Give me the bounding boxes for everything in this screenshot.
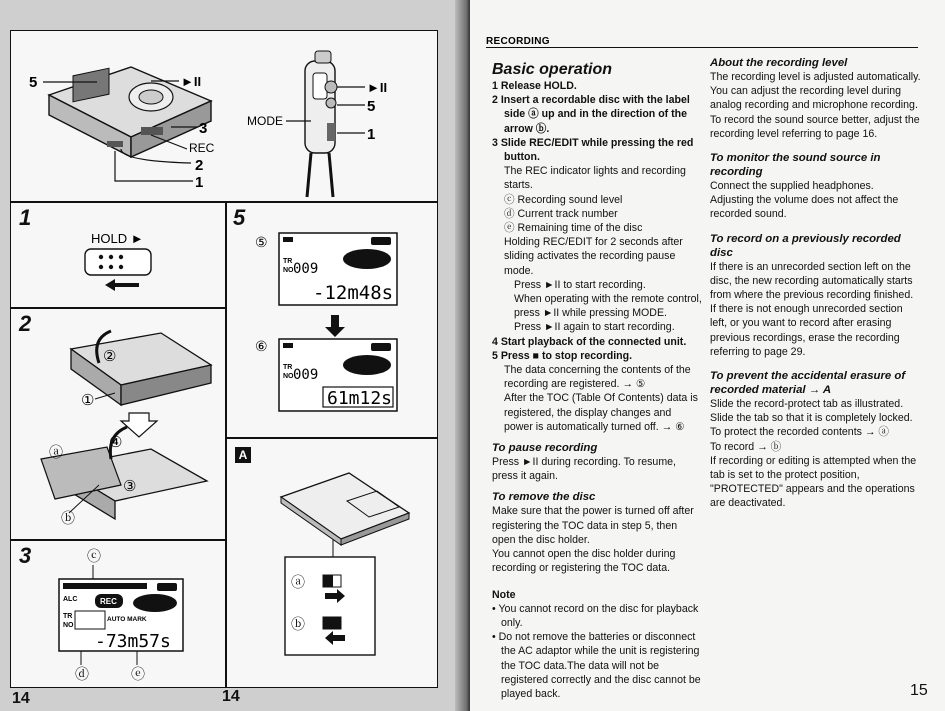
remote-control-drawing bbox=[305, 51, 337, 197]
panel-step-5 bbox=[226, 202, 438, 438]
device-overview-illustration bbox=[11, 31, 436, 199]
panel-5-number: 5 bbox=[233, 205, 246, 230]
remote-callout-5: 5 bbox=[367, 98, 376, 115]
prev-body-1: If there is an unrecorded section left on the disc, the new recording automatically starts from where the previous recording finished. bbox=[710, 260, 914, 302]
pause-body: Press ►II during recording. To resume, press it again. bbox=[492, 456, 676, 483]
panel-overview bbox=[10, 30, 438, 202]
step-2: 2 Insert a recordable disc with the label side ⓐ up and in the direction of the arrow ⓑ. bbox=[492, 94, 690, 135]
callout-b: ⓑ bbox=[61, 510, 75, 526]
remove-body-2: You cannot open the disc holder during recording or registering the TOC data. bbox=[492, 548, 676, 575]
mode-label: MODE bbox=[247, 114, 283, 128]
level-body-1: The recording level is adjusted automatically. bbox=[710, 71, 921, 83]
step-3-text-2: Holding REC/EDIT for 2 seconds after sliding activates the recording pause mode. bbox=[504, 236, 683, 277]
panel-1-number: 1 bbox=[19, 205, 32, 230]
tr-label: TR bbox=[63, 613, 73, 620]
track-number-2: 009 bbox=[293, 367, 319, 383]
prev-body-2: If there is not enough unrecorded section left, or you want to record after erasing previous recordings, erase the recording referring to page 29. bbox=[710, 303, 903, 358]
callout-5: 5 bbox=[29, 74, 38, 91]
spacer bbox=[492, 483, 702, 490]
section-rule bbox=[486, 47, 918, 48]
column-right bbox=[710, 56, 921, 511]
auto-mark-label: AUTO MARK bbox=[107, 616, 147, 623]
spacer bbox=[710, 141, 921, 151]
pause-title: To pause recording bbox=[492, 442, 598, 455]
callout-circle-1: ① bbox=[81, 392, 95, 409]
panel-step-1 bbox=[10, 202, 226, 308]
basic-operation-title: Basic operation bbox=[492, 61, 613, 78]
spacer bbox=[492, 576, 702, 588]
stop-display-illustration bbox=[227, 203, 435, 435]
callout-circle-2: ② bbox=[103, 348, 117, 365]
remove-body-1: Make sure that the power is turned off after registering the TOC data in step 5, then open the disc holder. bbox=[492, 505, 694, 546]
prev-title: To record on a previously recorded disc bbox=[710, 232, 901, 259]
callout-a: ⓐ bbox=[49, 444, 63, 460]
step-5: 5 Press ■ to stop recording. bbox=[492, 349, 633, 362]
panel-3-number: 3 bbox=[19, 543, 32, 568]
spacer bbox=[710, 222, 921, 232]
no-label-2: NO bbox=[283, 373, 294, 380]
note-1: • You cannot record on the disc for playback only. bbox=[492, 602, 699, 629]
time-readout-1: -12m48s bbox=[313, 282, 394, 304]
callout-circle-4: ④ bbox=[109, 434, 123, 451]
step-3-item-e: ⓔ Remaining time of the disc bbox=[504, 222, 643, 235]
rec-display-illustration bbox=[11, 541, 223, 685]
erase-body-2: Slide the tab so that it is completely locked. bbox=[710, 412, 913, 425]
level-title: About the recording level bbox=[710, 57, 848, 69]
tr-label-1: TR bbox=[283, 258, 293, 265]
callout-circle-3: ③ bbox=[123, 478, 137, 495]
callout-b-record: ⓑ bbox=[291, 616, 305, 632]
step-3: 3 Slide REC/EDIT while pressing the red button. bbox=[492, 136, 694, 164]
step-3-item-c: ⓒ Recording sound level bbox=[504, 193, 623, 206]
step-3-text-1: The REC indicator lights and recording starts. bbox=[504, 165, 686, 192]
erase-body-3: To protect the recorded contents → ⓐ bbox=[710, 426, 890, 439]
spacer bbox=[492, 434, 702, 441]
no-label: NO bbox=[63, 622, 74, 629]
step-1: 1 Release HOLD. bbox=[492, 80, 577, 92]
rec-indicator: REC bbox=[100, 597, 117, 606]
remaining-time: -73m57s bbox=[95, 631, 171, 652]
erase-body-5: If recording or editing is attempted when the tab is set to the protect position, "PROTECTED" appears and the operations are deactivated. bbox=[710, 454, 917, 510]
callout-c: ⓒ bbox=[87, 548, 101, 564]
left-page bbox=[0, 0, 470, 711]
step-3-text-4: When operating with the remote control, press ►II while pressing MODE. bbox=[514, 293, 702, 320]
panel-a-badge: A bbox=[235, 447, 251, 463]
callout-rec: REC bbox=[189, 141, 215, 155]
spacer bbox=[710, 359, 921, 369]
erase-title: To prevent the accidental erasure of recorded material → A bbox=[710, 370, 906, 397]
panel-step-2 bbox=[10, 308, 226, 540]
section-heading: RECORDING bbox=[486, 36, 550, 47]
callout-a-protect: ⓐ bbox=[291, 574, 305, 590]
step-3-text-5: Press ►II again to start recording. bbox=[514, 321, 675, 334]
monitor-title: To monitor the sound source in recording bbox=[710, 152, 881, 179]
time-readout-2: 61m12s bbox=[327, 388, 393, 409]
track-number-1: 009 bbox=[293, 261, 319, 277]
callout-e: ⓔ bbox=[131, 666, 145, 682]
remote-callout-play: ►II bbox=[367, 80, 388, 95]
callout-circle-5: ⑤ bbox=[255, 234, 268, 250]
remove-title: To remove the disc bbox=[492, 491, 596, 504]
step-5-text-1: The data concerning the contents of the recording are registered. → ⑤ bbox=[504, 364, 691, 391]
hold-switch-illustration bbox=[11, 203, 223, 305]
note-2: • Do not remove the batteries or disconnect the AC adaptor while the unit is registering the TOC data.The data will not be registered correctly and the disc cannot be played back. bbox=[492, 631, 701, 700]
callout-circle-6: ⑥ bbox=[255, 338, 268, 354]
alc-label: ALC bbox=[63, 596, 78, 603]
note-title: Note bbox=[492, 588, 516, 601]
tr-label-2: TR bbox=[283, 364, 293, 371]
record-protect-illustration bbox=[227, 439, 435, 685]
hold-label: HOLD ► bbox=[91, 231, 144, 246]
panel-2-number: 2 bbox=[19, 311, 32, 336]
callout-3: 3 bbox=[199, 120, 208, 137]
callout-d: ⓓ bbox=[75, 666, 89, 682]
no-label-1: NO bbox=[283, 267, 294, 274]
right-page-number: 15 bbox=[910, 682, 928, 699]
erase-body-4: To record → ⓑ bbox=[710, 440, 782, 453]
erase-body-1: Slide the record-protect tab as illustrated. bbox=[710, 398, 904, 411]
monitor-body-2: Adjusting the volume does not affect the recorded sound. bbox=[710, 194, 899, 221]
level-body-2: You can adjust the recording level during analog recording and microphone recording. bbox=[710, 85, 918, 112]
step-4: 4 Start playback of the connected unit. bbox=[492, 335, 687, 348]
monitor-body-1: Connect the supplied headphones. bbox=[710, 180, 874, 193]
step-3-text-3: Press ►II to start recording. bbox=[514, 278, 646, 291]
panel-step-3 bbox=[10, 540, 226, 688]
disc-insert-illustration bbox=[11, 309, 223, 537]
note-list bbox=[492, 602, 702, 701]
level-body-3: To record the sound source better, adjust the recording level referring to page 16. bbox=[710, 113, 920, 140]
column-left bbox=[492, 61, 702, 701]
remote-callout-1: 1 bbox=[367, 126, 376, 143]
panel-a bbox=[226, 438, 438, 688]
right-page bbox=[470, 0, 945, 711]
left-page-number-inner: 14 bbox=[222, 688, 240, 705]
step-5-text-2: After the TOC (Table Of Contents) data is registered, the display changes and power is automatically turned off. → ⑥ bbox=[504, 392, 698, 433]
step-3-item-d: ⓓ Current track number bbox=[504, 207, 618, 220]
callout-play: ►II bbox=[181, 74, 202, 89]
callout-2: 2 bbox=[195, 157, 204, 174]
left-page-number: 14 bbox=[12, 690, 30, 707]
callout-1: 1 bbox=[195, 174, 204, 191]
